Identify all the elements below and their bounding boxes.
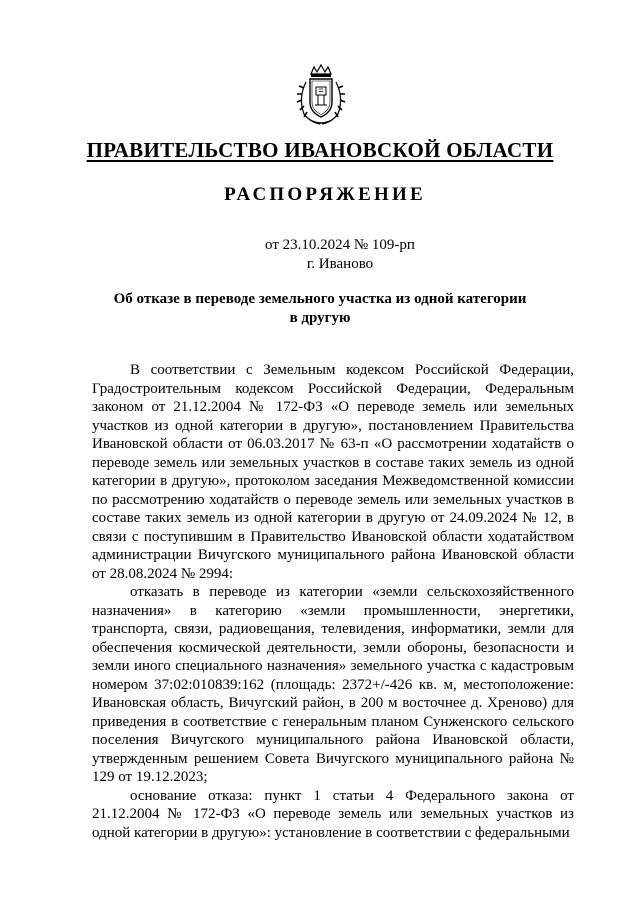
paragraph-decision: отказать в переводе из категории «земли сельскохозяйственного назначения» в категорию «земли промышленности, энергетики, транспорта, связи, радиовещания, телевидения, информатики, земли для обеспечения космической деятельности, земли обороны, безопасности и земли иного специального назначения» земельного участка с кадастровым номером 37:02:010839:162 (площадь: 2372+/-426 кв. м, местоположение: Ивановская область, Вичугский район, в 200 м восточнее д. Хреново) для приведения в соответствие с генеральным планом Сунженского сельского поселения Вичугского муниципального района Ивановской области, утвержденным решением Совета Вичугского муниципального района № 129 от 19.12.2023; <box>92 584 574 785</box>
date-number: от 23.10.2024 № 109-рп <box>265 237 415 253</box>
document-meta <box>0 236 640 274</box>
paragraph-legal-basis: В соответствии с Земельным кодексом Российской Федерации, Градостроительным кодексом Российской Федерации, Федеральным законом от 21.12.2004 № 172-ФЗ «О переводе земель или земельных участков из одной категории в другую», постановлением Правительства Ивановской области от 06.03.2017 № 63-п «О рассмотрении ходатайств о переводе земель или земельных участков в составе таких земель из одной категории в другую», протоколом заседания Межведомственной комиссии по рассмотрению ходатайств о переводе земель или земельных участков в составе таких земель из одной категории в другую от 24.09.2024 № 12, в связи с поступившим в Правительство Ивановской области ходатайством администрации Вичугского муниципального района Ивановской области от 28.08.2024 № 2994: <box>92 362 574 582</box>
document-type: РАСПОРЯЖЕНИЕ <box>224 184 426 205</box>
document-body <box>92 361 574 842</box>
city: г. Иваново <box>306 256 374 272</box>
document-subject <box>90 290 550 328</box>
paragraph-refusal-ground: основание отказа: пункт 1 статьи 4 Федерального закона от 21.12.2004 № 172-ФЗ «О переводе земель или земельных участков из одной категории в другую»: установление в соответствии с федеральными <box>92 787 574 841</box>
subject-line-1: Об отказе в переводе земельного участка из одной категории <box>113 291 527 307</box>
government-title: ПРАВИТЕЛЬСТВО ИВАНОВСКОЙ ОБЛАСТИ <box>86 138 554 162</box>
subject-line-2: в другую <box>289 310 351 326</box>
ivanovo-coat-of-arms-icon <box>296 62 346 126</box>
